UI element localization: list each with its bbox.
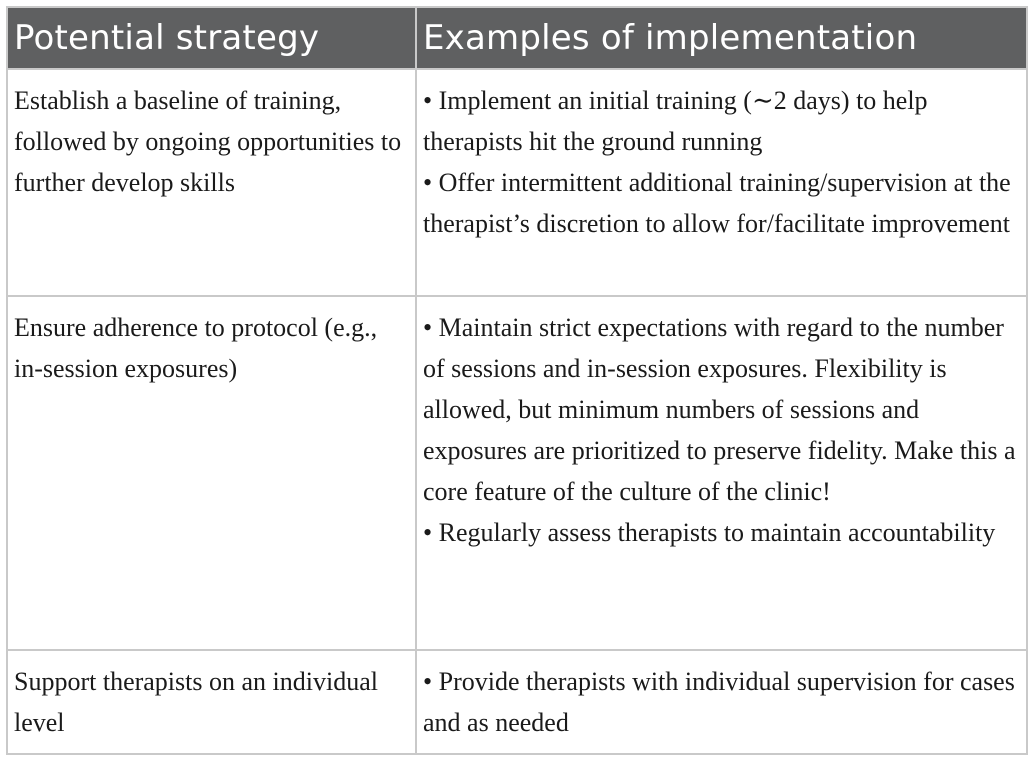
example-bullet: • Offer intermittent additional training/supervision at the therapist’s discretion to allow for/facilitate improvement: [423, 168, 1011, 238]
example-bullet: • Provide therapists with individual supervision for cases and as needed: [423, 667, 1015, 737]
table-body: [7, 69, 1027, 754]
header-potential-strategy: Potential strategy: [7, 7, 416, 69]
example-bullet: • Maintain strict expectations with regard to the number of sessions and in-session exposures. Flexibility is allowed, but minimum numbers of sessions and exposures are prioritized to preserve fidelity. Make this a core feature of the culture of the clinic!: [423, 313, 1016, 506]
header-examples-of-implementation: Examples of implementation: [416, 7, 1027, 69]
examples-cell: [416, 650, 1027, 754]
example-bullet: • Implement an initial training (∼2 days) to help therapists hit the ground running: [423, 86, 928, 156]
table-row: [7, 69, 1027, 296]
table-header: [7, 7, 1027, 69]
strategy-cell: Ensure adherence to protocol (e.g., in-session exposures): [7, 296, 416, 650]
example-bullet: • Regularly assess therapists to maintain accountability: [423, 518, 996, 547]
examples-cell: [416, 296, 1027, 650]
table-row: [7, 296, 1027, 650]
strategy-cell: Support therapists on an individual level: [7, 650, 416, 754]
examples-cell: [416, 69, 1027, 296]
strategy-table: [6, 6, 1028, 755]
strategy-cell: Establish a baseline of training, followed by ongoing opportunities to further develop skills: [7, 69, 416, 296]
table-row: [7, 650, 1027, 754]
header-row: [7, 7, 1027, 69]
